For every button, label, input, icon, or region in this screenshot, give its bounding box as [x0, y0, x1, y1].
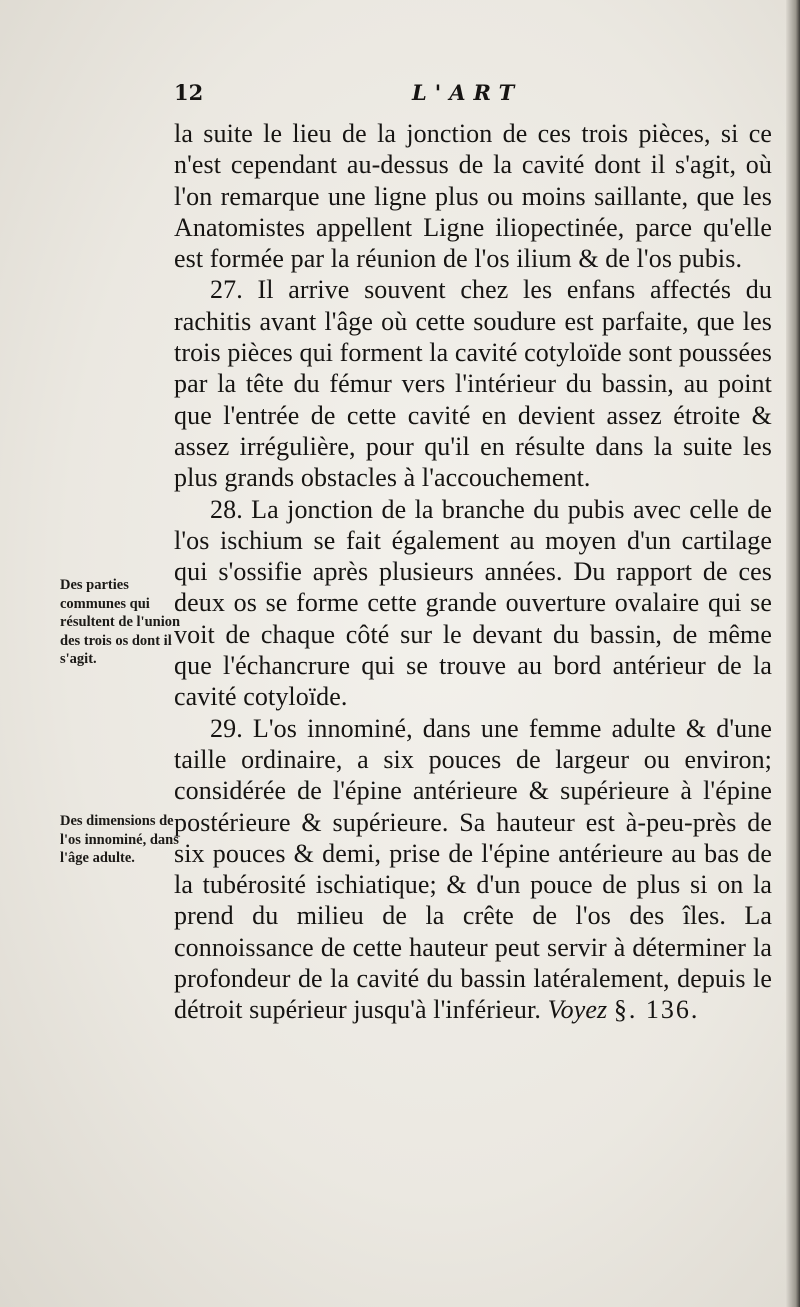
- cross-reference-section: §. 136.: [613, 995, 700, 1025]
- page-number: 12: [174, 80, 204, 105]
- paragraph-28: 28. La jonction de la branche du pubis avec celle de l'os ischium se fait également au moyen d'un cartilage qui s'ossifie après plusieurs années. Du rapport de ces deux os se forme cette grande ouverture ovalaire qui se voit de chaque côté sur le devant du bassin, de même que l'échancrure qui se trouve au bord antérieur de la cavité cotyloïde.: [174, 494, 772, 712]
- margin-note-dimensions: Des dimensions de l'os innominé, dans l'âge adulte.: [60, 813, 179, 866]
- body-text: [174, 118, 772, 1026]
- running-head: L'ART: [412, 80, 523, 105]
- paragraph-29: [174, 713, 772, 1026]
- page-edge-shadow: [786, 0, 800, 1307]
- cross-reference-voyez: Voyez: [547, 995, 608, 1025]
- margin-note-parties-communes: Des parties communes qui résultent de l'union des trois os dont il s'agit.: [60, 577, 181, 667]
- paragraph-27: 27. Il arrive souvent chez les enfans affectés du rachitis avant l'âge où cette soudure est parfaite, que les trois pièces qui forment la cavité cotyloïde sont poussées par la tête du fémur vers l'intérieur du bassin, au point que l'entrée de cette cavité en devient assez étroite & assez irrégulière, pour qu'il en résulte dans la suite les plus grands obstacles à l'accouchement.: [174, 275, 772, 493]
- paragraph-continuation: la suite le lieu de la jonction de ces trois pièces, si ce n'est cependant au-dessus de la cavité dont il s'agit, où l'on remarque une ligne plus ou moins saillante, que les Anatomistes appellent Ligne iliopectinée, parce qu'elle est formée par la réunion de l'os ilium & de l'os pubis.: [174, 119, 772, 274]
- paragraph-29-text: 29. L'os innominé, dans une femme adulte & d'une taille ordinaire, a six pouces de largeur ou environ; considérée de l'épine antérieure & supérieure à l'épine postérieure & supérieure. Sa hauteur est à-peu-près de six pouces & demi, prise de l'épine antérieure au bas de la tubérosité ischiatique; & d'un pouce de plus si on la prend du milieu de la crête de l'os des îles. La connoissance de cette hauteur peut servir à déterminer la profondeur de la cavité du bassin latéralement, depuis le détroit supérieur jusqu'à l'inférieur.: [174, 713, 772, 1025]
- page-header: [174, 76, 774, 110]
